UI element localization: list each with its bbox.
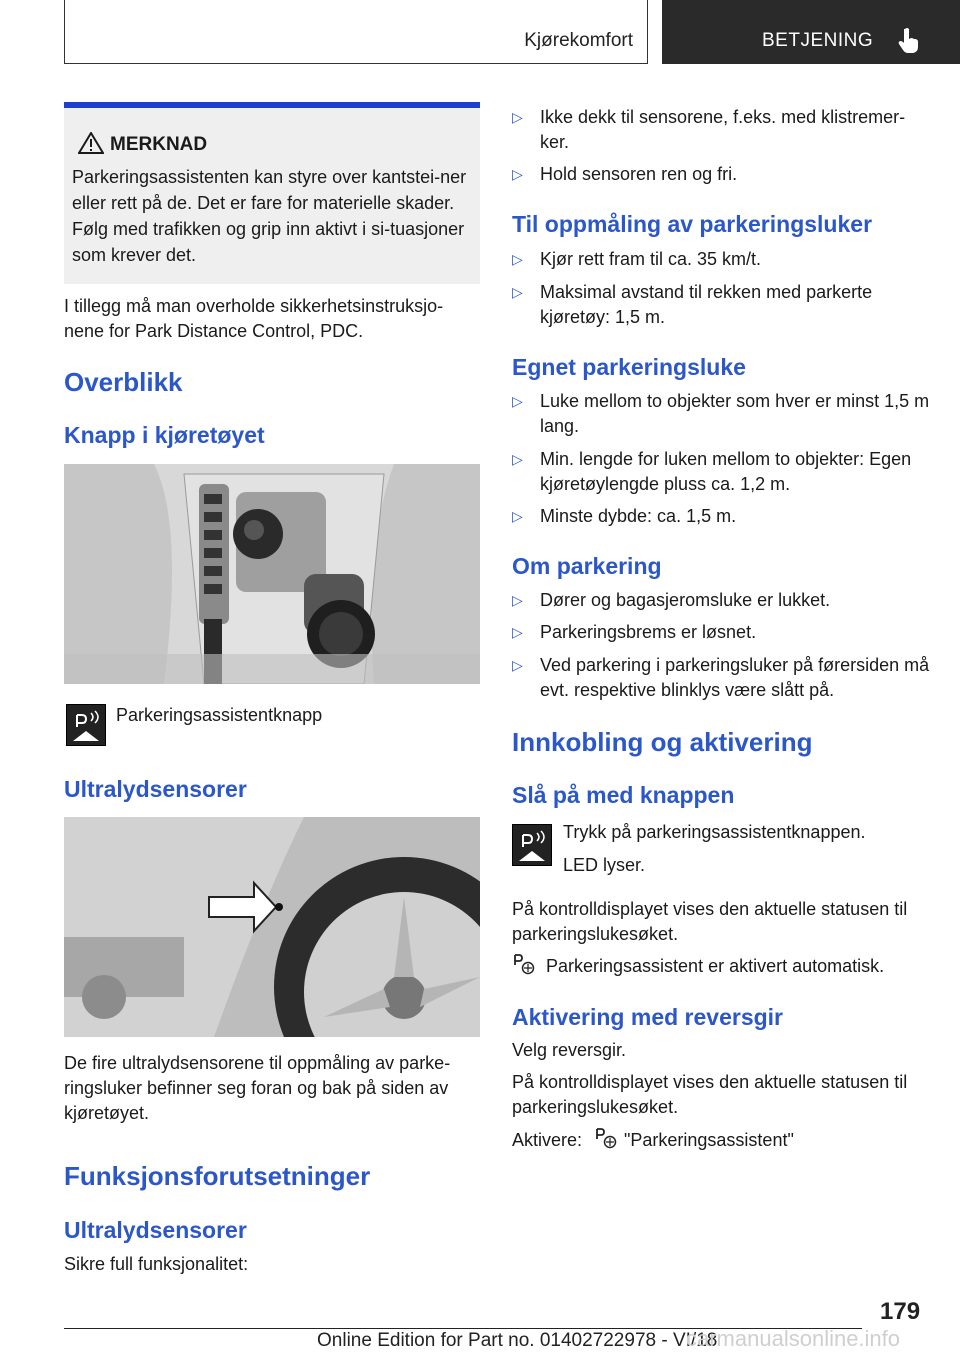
heading-aktivering: Aktivering med reversgir xyxy=(512,1004,784,1030)
heading-ultralydsensorer: Ultralydsensorer xyxy=(64,776,247,802)
bullet-triangle-icon: ▷ xyxy=(512,508,523,524)
paragraph-safety: I tillegg må man overholde sikkerhetsinstruksjo-nene for Park Distance Control, PDC. xyxy=(64,296,444,341)
bullet-triangle-icon: ▷ xyxy=(512,109,523,125)
heading-oppmaling: Til oppmåling av parkeringsluker xyxy=(512,211,873,237)
parking-assistant-status-icon xyxy=(512,953,536,975)
heading-knapp: Knapp i kjøretøyet xyxy=(64,422,265,448)
hand-pointer-icon xyxy=(896,26,922,54)
paragraph-sensors: De fire ultralydsensorene til oppmåling av parke-ringsluker befinner seg foran og bak på siden av kjøretøyet. xyxy=(64,1053,451,1123)
note-body: Parkeringsassistenten kan styre over kantstei-ner eller rett på de. Det er fare for materielle skader. Følg med trafikken og grip inn aktivt i si-tuasjoner som krever det. xyxy=(72,167,467,265)
paragraph-display-2: På kontrolldisplayet vises den aktuelle statusen til parkeringslukesøket. xyxy=(512,1072,908,1117)
bullet-triangle-icon: ▷ xyxy=(512,251,523,267)
parking-assistant-button-icon xyxy=(512,824,552,866)
bullet-triangle-icon: ▷ xyxy=(512,624,523,640)
heading-ultralydsensorer-2: Ultralydsensorer xyxy=(64,1217,247,1243)
paragraph-display-1: På kontrolldisplayet vises den aktuelle statusen til parkeringslukesøket. xyxy=(512,899,908,944)
sensor-location-image xyxy=(64,817,480,1037)
parking-assistant-menu-icon xyxy=(594,1127,618,1149)
button-caption: Parkeringsassistentknapp xyxy=(116,705,323,725)
page-number: 179 xyxy=(880,1298,921,1325)
bullet-triangle-icon: ▷ xyxy=(512,393,523,409)
footer-edition: Online Edition for Part no. 01402722978 - VI/18 xyxy=(317,1330,718,1351)
header-section-title: Kjørekomfort xyxy=(524,30,633,51)
warning-note xyxy=(64,102,480,284)
led-text: LED lyser. xyxy=(563,855,646,875)
header-chapter-tab xyxy=(662,0,960,64)
velg-reversgir: Velg reversgir. xyxy=(512,1040,627,1060)
press-instruction: Trykk på parkeringsassistentknappen. xyxy=(563,822,866,842)
heading-overblikk: Overblikk xyxy=(64,367,183,397)
bullet-triangle-icon: ▷ xyxy=(512,657,523,673)
aktivere-value: "Parkeringsassistent" xyxy=(624,1130,794,1150)
auto-activated-text: Parkeringsassistent er aktivert automatisk. xyxy=(546,956,885,976)
heading-funksjonsforutsetninger: Funksjonsforutsetninger xyxy=(64,1161,371,1191)
parking-assistant-button-icon xyxy=(66,704,106,746)
heading-om-parkering: Om parkering xyxy=(512,553,662,579)
bullet-triangle-icon: ▷ xyxy=(512,592,523,608)
heading-egnet: Egnet parkeringsluke xyxy=(512,354,746,380)
bullet-triangle-icon: ▷ xyxy=(512,166,523,182)
header-chapter-title: BETJENING xyxy=(762,30,874,51)
heading-innkobling: Innkobling og aktivering xyxy=(512,727,813,757)
paragraph-sikre: Sikre full funksjonalitet: xyxy=(64,1254,249,1274)
bullet-triangle-icon: ▷ xyxy=(512,284,523,300)
heading-sla-pa: Slå på med knappen xyxy=(512,782,735,808)
bullet-triangle-icon: ▷ xyxy=(512,451,523,467)
center-console-image xyxy=(64,464,480,684)
aktivere-label: Aktivere: xyxy=(512,1130,583,1150)
warning-triangle-icon xyxy=(78,132,104,154)
watermark: carmanualsonline.info xyxy=(686,1326,901,1351)
header-section-tab xyxy=(64,0,648,64)
note-title: MERKNAD xyxy=(110,134,208,155)
